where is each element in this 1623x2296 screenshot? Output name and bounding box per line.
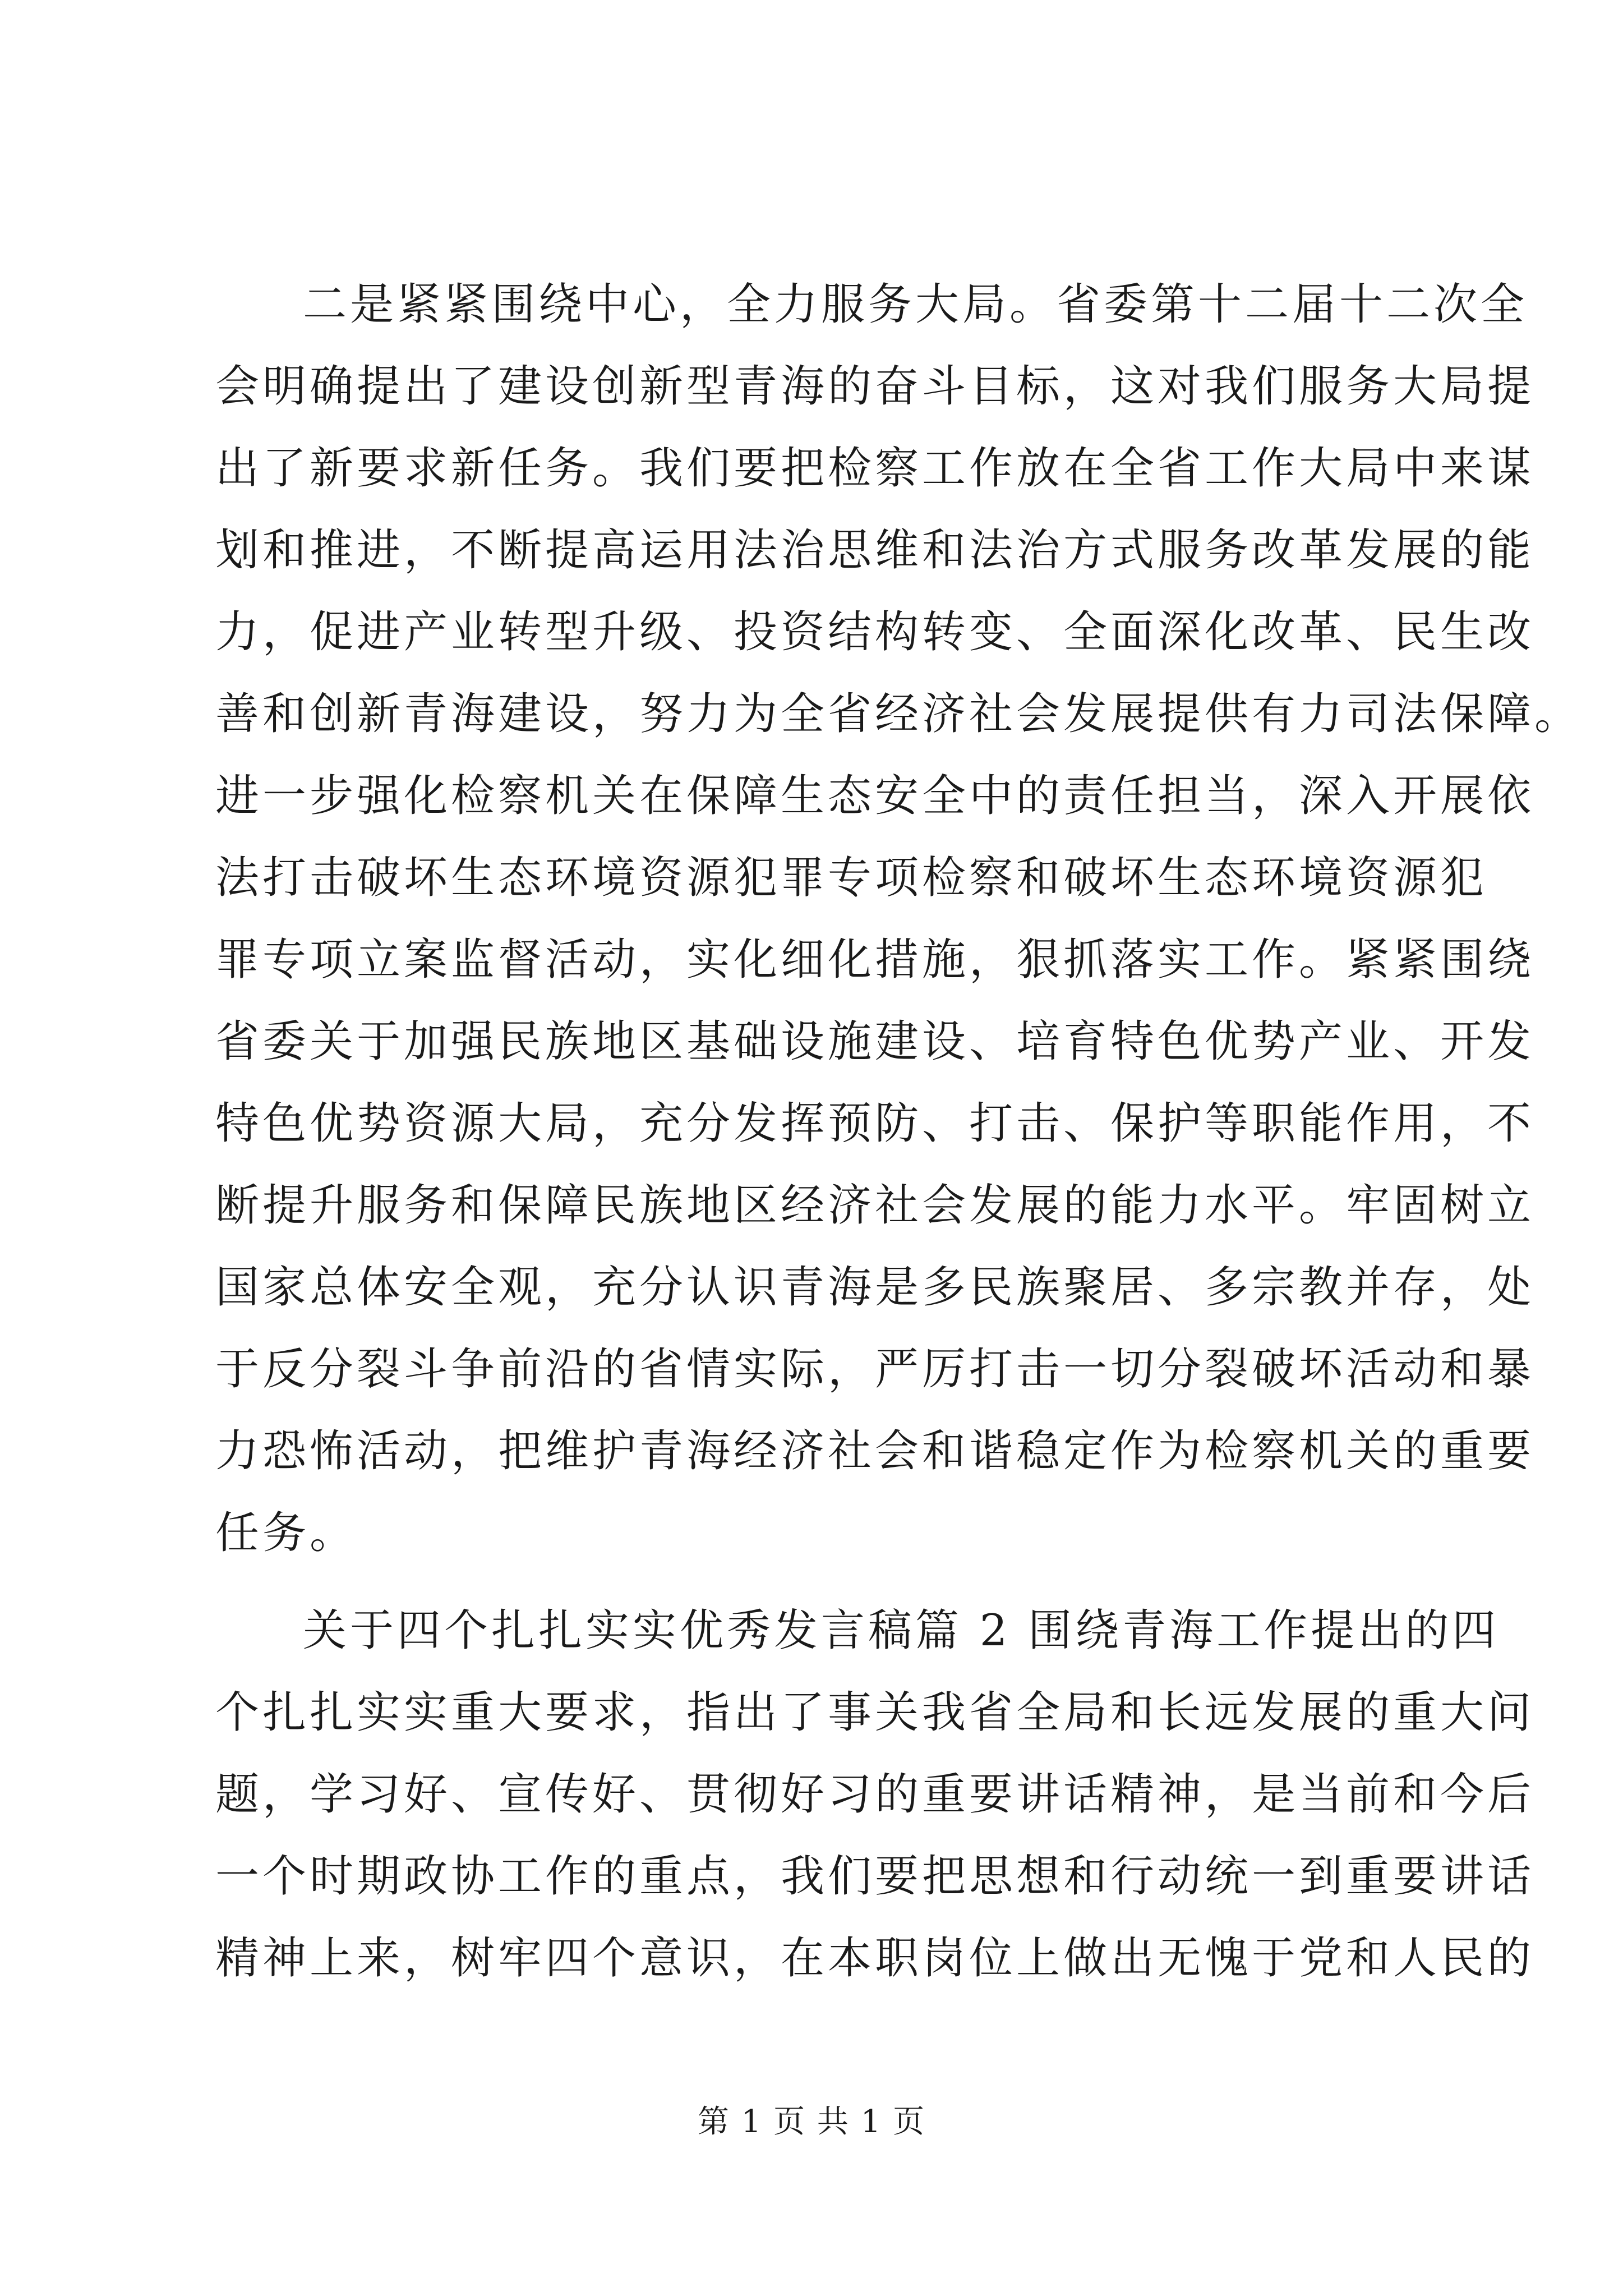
text-line: 会明确提出了建设创新型青海的奋斗目标，这对我们服务大局提 bbox=[215, 361, 1535, 412]
text-line: 力，促进产业转型升级、投资结构转变、全面深化改革、民生改 bbox=[215, 607, 1535, 657]
text-line: 个扎扎实实重大要求，指出了事关我省全局和长远发展的重大问 bbox=[215, 1687, 1535, 1738]
text-line: 善和创新青海建设，努力为全省经济社会发展提供有力司法保障。 bbox=[215, 689, 1582, 739]
text-line: 任务。 bbox=[215, 1508, 357, 1558]
text-line: 力恐怖活动，把维护青海经济社会和谐稳定作为检察机关的重要 bbox=[215, 1426, 1535, 1476]
text-line: 省委关于加强民族地区基础设施建设、培育特色优势产业、开发 bbox=[215, 1016, 1535, 1067]
text-line: 题，学习好、宣传好、贯彻好习的重要讲话精神，是当前和今后 bbox=[215, 1769, 1535, 1820]
text-line: 精神上来，树牢四个意识，在本职岗位上做出无愧于党和人民的 bbox=[215, 1933, 1535, 1984]
text-line: 划和推进，不断提高运用法治思维和法治方式服务改革发展的能 bbox=[215, 525, 1535, 576]
paragraph-1 bbox=[215, 264, 1582, 1574]
document-body bbox=[215, 264, 1582, 1999]
text-line: 特色优势资源大局，充分发挥预防、打击、保护等职能作用，不 bbox=[215, 1098, 1535, 1149]
text-line: 国家总体安全观，充分认识青海是多民族聚居、多宗教并存，处 bbox=[215, 1262, 1535, 1313]
text-line: 二是紧紧围绕中心，全力服务大局。省委第十二届十二次全 bbox=[303, 279, 1528, 330]
text-line: 进一步强化检察机关在保障生态安全中的责任担当，深入开展依 bbox=[215, 771, 1535, 821]
text-line: 出了新要求新任务。我们要把检察工作放在全省工作大局中来谋 bbox=[215, 443, 1535, 494]
text-line: 法打击破坏生态环境资源犯罪专项检察和破坏生态环境资源犯 bbox=[215, 853, 1488, 903]
paragraph-spacer bbox=[215, 1574, 1404, 1590]
paragraph-2 bbox=[215, 1590, 1535, 1999]
page-number-footer: 第 1 页 共 1 页 bbox=[697, 2104, 926, 2140]
text-line: 关于四个扎扎实实优秀发言稿篇 2 围绕青海工作提出的四 bbox=[303, 1605, 1500, 1656]
text-line: 断提升服务和保障民族地区经济社会发展的能力水平。牢固树立 bbox=[215, 1180, 1535, 1231]
text-line: 于反分裂斗争前沿的省情实际，严厉打击一切分裂破坏活动和暴 bbox=[215, 1344, 1535, 1395]
text-line: 一个时期政协工作的重点，我们要把思想和行动统一到重要讲话 bbox=[215, 1851, 1535, 1902]
text-line: 罪专项立案监督活动，实化细化措施，狠抓落实工作。紧紧围绕 bbox=[215, 935, 1535, 985]
